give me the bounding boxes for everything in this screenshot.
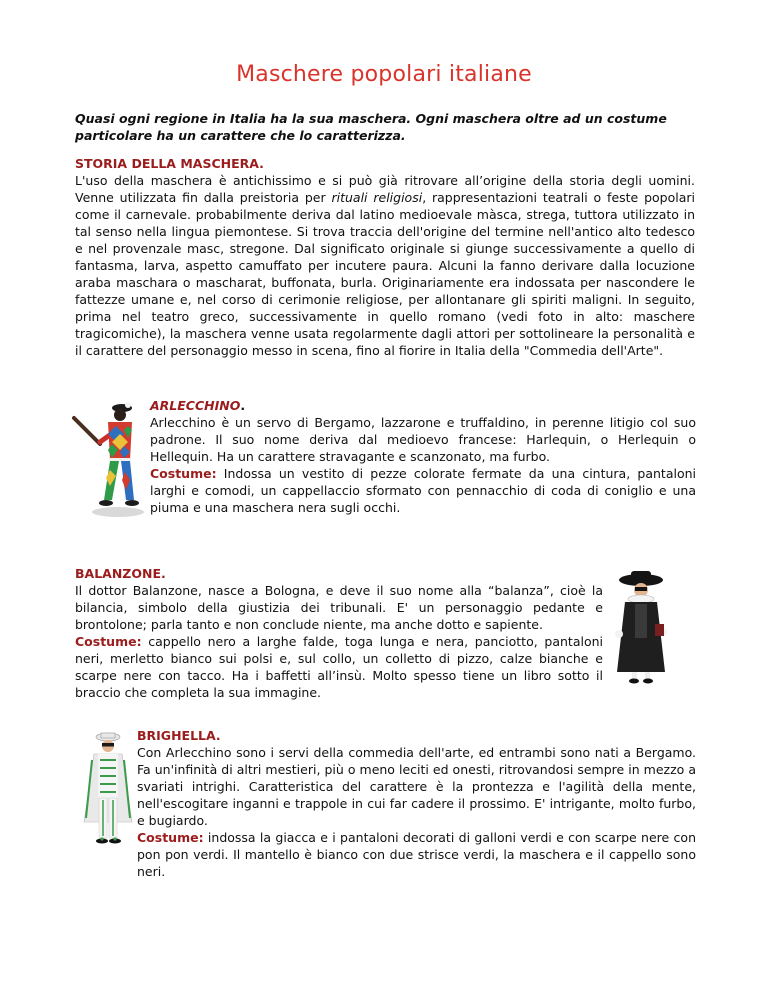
arlecchino-costume-label: Costume:	[150, 466, 217, 481]
balanzone-image	[605, 568, 673, 686]
arlecchino-heading	[150, 397, 696, 414]
storia-section	[75, 155, 695, 359]
balanzone-costume-label: Costume:	[75, 634, 142, 649]
brighella-paragraph: Con Arlecchino sono i servi della commedia dell'arte, ed entrambi sono nati a Bergamo. Fa un'infinità di altri mestieri, più o meno leciti ed onesti, ritrovandosi sempre in mezzo a svariati intrighi. Caratteristica del carattere è la prontezza e l'agilità della mente, nell'escogitare inganni e trappole in cui far cadere il prossimo. E' intrigante, molto furbo, e bugiardo.	[137, 745, 696, 828]
brighella-image	[78, 730, 136, 855]
arlecchino-costume	[150, 465, 696, 516]
balanzone-section	[75, 565, 603, 701]
storia-paragraph	[75, 172, 695, 359]
arlecchino-heading-label: ARLECCHINO	[150, 398, 241, 413]
arlecchino-paragraph: Arlecchino è un servo di Bergamo, lazzarone e truffaldino, in perenne litigio col suo padrone. Il suo nome deriva dal medioevo francese: Harlequin, o Herlequin o Hellequin. Ha un carattere stravagante e scanzonato, ma furbo.	[150, 415, 696, 464]
page-title: Maschere popolari italiane	[236, 62, 532, 87]
storia-text-before: L'uso della maschera è antichissimo e si può già ritrovare all’origine della storia degli uomini. Venne utilizzata fin dalla preistoria per	[75, 173, 695, 205]
arlecchino-costume-text: Indossa un vestito di pezze colorate fermate da una cintura, pantaloni larghi e comodi, un cappellaccio sformato con pennacchio di coda di coniglio e una piuma e una maschera nera sugli occhi.	[150, 466, 696, 515]
brighella-heading: BRIGHELLA.	[137, 728, 221, 743]
brighella-costume-text: indossa la giacca e i pantaloni decorati di galloni verdi e con scarpe nere con pon pon verdi. Il mantello è bianco con due strisce verdi, la maschera e il cappello sono neri.	[137, 830, 696, 879]
arlecchino-section	[150, 397, 696, 516]
storia-heading: STORIA DELLA MASCHERA.	[75, 156, 264, 171]
balanzone-heading: BALANZONE.	[75, 566, 166, 581]
brighella-section	[137, 727, 696, 880]
brighella-costume-label: Costume:	[137, 830, 204, 845]
intro-paragraph: Quasi ogni regione in Italia ha la sua maschera. Ogni maschera oltre ad un costume particolare ha un carattere che lo caratterizza.	[75, 111, 667, 143]
balanzone-paragraph: Il dottor Balanzone, nasce a Bologna, e deve il suo nome alla “balanza”, cioè la bilancia, simbolo della giustizia dei tribunali. E' un personaggio pedante e brontolone; parla tanto e non conclude niente, ma anche dotto e sapiente.	[75, 583, 603, 632]
arlecchino-image	[70, 400, 150, 520]
storia-text-emph: rituali religiosi	[331, 190, 423, 205]
arlecchino-heading-dot: .	[240, 398, 246, 413]
balanzone-costume	[75, 633, 603, 701]
storia-text-after: , rappresentazioni teatrali o feste popolari come il carnevale. probabilmente deriva dal latino medioevale màsca, strega, tuttora utilizzato in tal senso nella lingua piemontese. Si trova traccia dell'origine del termine nell'antico alto tedesco e nel provenzale masc, stregone. Dal significato originale si giunge successivamente a quello di fantasma, larva, aspetto camuffato per incutere paura. Alcuni la fanno derivare dalla locuzione araba maschara o mascharat, buffonata, burla. Originariamente era indossata per nascondere le fattezze umane e, nel corso di cerimonie religiose, per allontanare gli spiriti maligni. In seguito, prima nel teatro greco, successivamente in quello romano (vedi foto in alto: maschere tragicomiche), la maschera venne usata regolarmente dagli attori per sottolineare la personalità e il carattere del personaggio messo in scena, fino al fiorire in Italia della "Commedia dell'Arte".	[75, 190, 695, 358]
brighella-costume	[137, 829, 696, 880]
balanzone-costume-text: cappello nero a larghe falde, toga lunga e nera, panciotto, pantaloni neri, merletto bianco sui polsi e, sul collo, un colletto di pizzo, calze bianche e scarpe nere con tacco. Ha i baffetti all’insù. Molto spesso tiene un libro sotto il braccio che completa la sua immagine.	[75, 634, 603, 700]
